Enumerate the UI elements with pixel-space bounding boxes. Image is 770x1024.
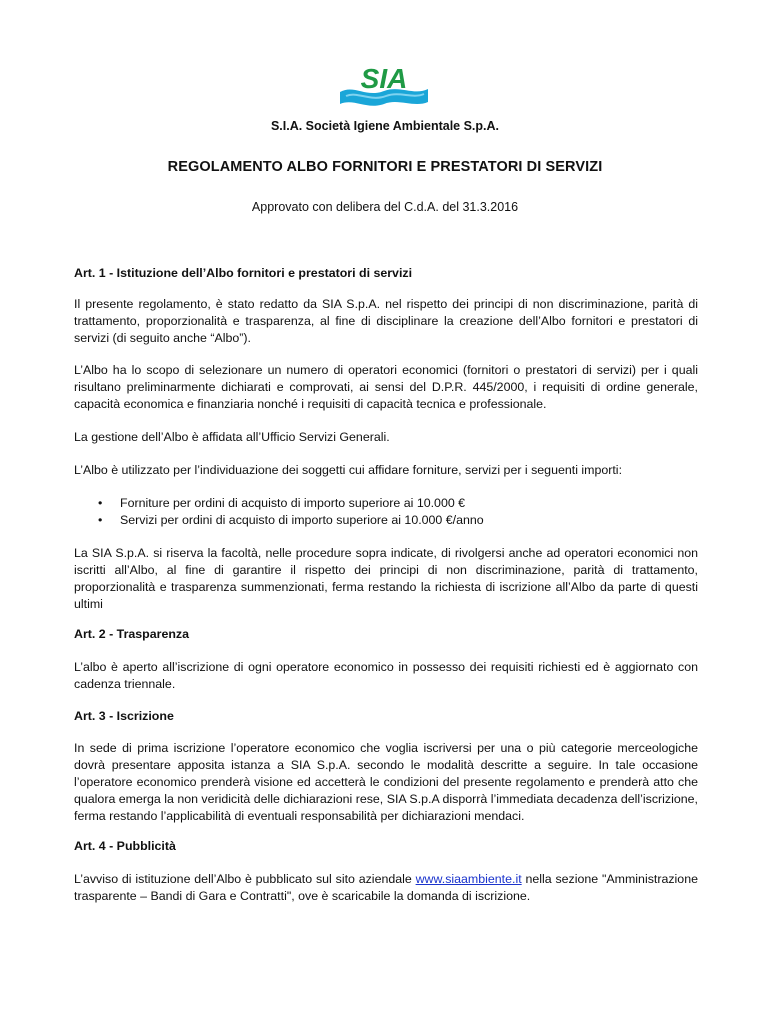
paragraph-text: La SIA S.p.A. si riserva la facoltà, nelle procedure sopra indicate, di rivolgersi anche ad operatori economici non iscritti all’Albo, al fine di garantire il rispetto dei principi di non discriminazione, parità di trattamento, proporzionalità e trasparenza summenzionati, ferma restando la richiesta di iscrizione all’Albo da parte di questi ultimi [74, 546, 698, 611]
bullet-icon: • [98, 513, 103, 527]
art2-heading: Art. 2 - Trasparenza [74, 627, 190, 641]
art1-bullet-list [74, 495, 698, 529]
art3-paragraph-1 [74, 740, 698, 825]
paragraph-text [74, 871, 698, 905]
document-title: REGOLAMENTO ALBO FORNITORI E PRESTATORI DI SERVIZI [167, 159, 603, 175]
list-item [74, 512, 698, 529]
company-name: S.I.A. Società Igiene Ambientale S.p.A. [270, 119, 500, 133]
art3-heading: Art. 3 - Iscrizione [74, 709, 174, 723]
art2-paragraph-1 [74, 659, 698, 693]
list-item [74, 495, 698, 512]
paragraph-text: L’Albo ha lo scopo di selezionare un numero di operatori economici (fornitori o prestatori di servizi) per i quali risultano preliminarmente dichiarati e comprovati, ai sensi del D.P.R. 445/2000, i requisiti di ordine generale, capacità economica e finanziaria nonché i requisiti di capacità tecnica e professionale. [74, 363, 698, 411]
paragraph-text-after-link: nella sezione "Amministrazione trasparente – Bandi di Gara e Contratti", ove è scaricabile la domanda di iscrizione. [74, 872, 698, 903]
website-link[interactable]: www.siaambiente.it [415, 872, 522, 886]
art1-heading: Art. 1 - Istituzione dell’Albo fornitori e prestatori di servizi [74, 266, 413, 280]
art1-paragraph-5 [74, 545, 698, 613]
approval-note: Approvato con delibera del C.d.A. del 31.3.2016 [251, 200, 519, 214]
logo-text: SIA [360, 63, 408, 94]
list-item-text: Servizi per ordini di acquisto di importo superiore ai 10.000 €/anno [120, 513, 484, 527]
sia-logo [336, 58, 432, 108]
art4-paragraph-1 [74, 871, 698, 905]
art4-heading: Art. 4 - Pubblicità [74, 839, 176, 853]
paragraph-text-before-link: L’avviso di istituzione dell’Albo è pubblicato sul sito aziendale [74, 872, 416, 886]
art1-paragraph-1 [74, 296, 698, 347]
art1-paragraph-4 [74, 462, 698, 479]
paragraph-text: Il presente regolamento, è stato redatto da SIA S.p.A. nel rispetto dei principi di non discriminazione, parità di trattamento, proporzionalità e trasparenza, al fine di disciplinare la creazione dell’Albo fornitori e prestatori di servizi (di seguito anche “Albo”). [74, 297, 698, 345]
bullet-icon: • [98, 496, 103, 510]
art1-paragraph-2 [74, 362, 698, 413]
art1-paragraph-3 [74, 429, 698, 446]
paragraph-text: L’albo è aperto all’iscrizione di ogni operatore economico in possesso dei requisiti richiesti ed è aggiornato con cadenza triennale. [74, 660, 698, 691]
paragraph-text: L’Albo è utilizzato per l’individuazione dei soggetti cui affidare forniture, servizi per i seguenti importi: [74, 463, 623, 477]
paragraph-text: La gestione dell’Albo è affidata all’Ufficio Servizi Generali. [74, 430, 390, 444]
list-item-text: Forniture per ordini di acquisto di importo superiore ai 10.000 € [120, 496, 466, 510]
paragraph-text: In sede di prima iscrizione l’operatore economico che voglia iscriversi per una o più categorie merceologiche dovrà presentare apposita istanza a SIA S.p.A. secondo le modalità descritte a seguire. In tale occasione l’operatore economico prenderà visione ed accetterà le condizioni del presente regolamento e prenderà atto che qualora emerga la non veridicità delle dichiarazioni rese, SIA S.p.A disporrà l’immediata decadenza dell’iscrizione, ferma restando l’applicabilità di eventuali responsabilità per dichiarazioni mendaci. [74, 741, 698, 823]
